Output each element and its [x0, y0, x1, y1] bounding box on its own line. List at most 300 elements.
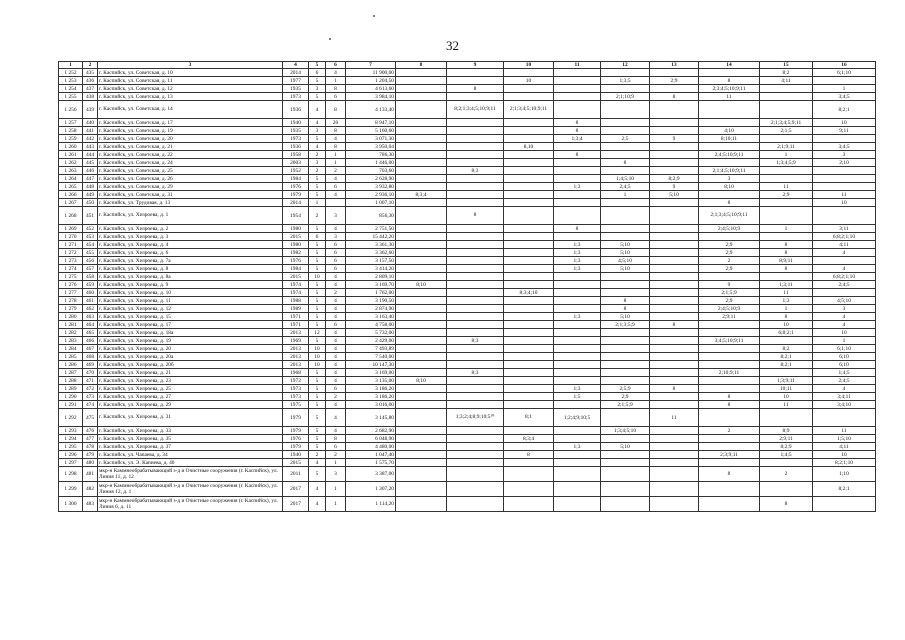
table-cell: 2;9 [699, 249, 760, 257]
table-cell: 5 [309, 241, 326, 249]
table-cell: 4 [326, 353, 346, 361]
table-cell [554, 199, 601, 207]
table-cell: 1 287 [59, 369, 83, 377]
table-cell [396, 265, 447, 273]
table-cell: 5 732,00 [346, 329, 396, 337]
table-cell [699, 233, 760, 241]
table-cell: 1940 [283, 119, 309, 127]
table-cell: 1 265 [59, 183, 83, 191]
table-cell: 5 [309, 401, 326, 409]
table-cell: 1 762,00 [346, 289, 396, 297]
table-cell: 3 145,80 [346, 409, 396, 427]
table-cell: 6;1;10 [813, 69, 876, 77]
table-cell: 4 [813, 313, 876, 321]
table-cell: 2;4;5 [601, 183, 650, 191]
table-cell: 1 204,50 [346, 77, 396, 85]
table-cell: 8 [601, 159, 650, 167]
table-cell: 482 [83, 482, 98, 497]
table-cell: 6 [326, 183, 346, 191]
table-cell: 8,10 [504, 143, 554, 151]
table-cell: 4 [326, 345, 346, 353]
table-cell: 11 [813, 427, 876, 435]
table-cell: 8;3;4 [396, 191, 447, 199]
table-cell [650, 401, 699, 409]
table-cell [396, 207, 447, 225]
table-cell: 2;9;11 [760, 435, 813, 443]
table-header-row [59, 62, 876, 69]
table-row [59, 249, 876, 257]
table-cell [504, 369, 554, 377]
table-cell: мкр-н Каммнеобрабатывающий з-д и Очистные сооружения (г. Каспийск), ул. Линия 11, д. 12 [98, 467, 283, 482]
table-cell [504, 241, 554, 249]
table-cell: 8 [650, 321, 699, 329]
table-cell [760, 273, 813, 281]
table-cell: г. Каспийск, ул. Советская, д. 29 [98, 183, 283, 191]
table-row [59, 353, 876, 361]
table-cell [699, 69, 760, 77]
table-cell [447, 467, 504, 482]
table-cell: 3 984,10 [346, 93, 396, 101]
table-cell [601, 127, 650, 135]
table-cell: г. Каспийск, ул. Советская, д. 19 [98, 127, 283, 135]
table-cell: 11 [699, 93, 760, 101]
column-header: 3 [98, 62, 283, 69]
table-cell: 5 [309, 313, 326, 321]
table-cell [554, 77, 601, 85]
table-cell [447, 451, 504, 459]
table-cell: 10 [309, 353, 326, 361]
table-cell: 1 299 [59, 482, 83, 497]
table-row [59, 183, 876, 191]
table-cell [504, 393, 554, 401]
table-cell [554, 451, 601, 459]
table-cell: 1;4;5;10 [601, 175, 650, 183]
table-cell: 1 [760, 305, 813, 313]
table-cell: 1;3 [554, 241, 601, 249]
table-cell: 6 [309, 233, 326, 241]
table-cell: 469 [83, 361, 98, 369]
table-cell: 1 267 [59, 199, 83, 207]
table-cell: г. Каспийск, ул. Хизроева, д. 4 [98, 241, 283, 249]
table-cell [554, 337, 601, 345]
table-cell: 456 [83, 257, 98, 265]
table-cell [504, 135, 554, 143]
table-cell: 3;11 [813, 225, 876, 233]
table-cell [554, 207, 601, 225]
table-cell: 1954 [283, 207, 309, 225]
table-cell: г. Каспийск, ул. Хизроева, д. 17 [98, 321, 283, 329]
table-cell [504, 273, 554, 281]
table-cell: 856,30 [346, 207, 396, 225]
table-cell [699, 345, 760, 353]
table-cell: 1 283 [59, 337, 83, 345]
table-cell [396, 393, 447, 401]
table-cell: 474 [83, 401, 98, 409]
table-cell: 3 163,40 [346, 313, 396, 321]
table-row [59, 329, 876, 337]
table-cell [554, 369, 601, 377]
table-cell [554, 353, 601, 361]
table-cell: 8;2 [760, 345, 813, 353]
table-row [59, 427, 876, 435]
table-cell: г. Каспийск, ул. Советская, д. 24 [98, 159, 283, 167]
table-cell [601, 199, 650, 207]
table-cell [650, 199, 699, 207]
table-cell [650, 393, 699, 401]
table-cell [396, 143, 447, 151]
table-cell: 1958 [283, 151, 309, 159]
table-cell [760, 482, 813, 497]
table-cell [447, 127, 504, 135]
table-cell: 1974 [283, 281, 309, 289]
table-cell [554, 85, 601, 93]
table-cell [554, 482, 601, 497]
table-cell [554, 233, 601, 241]
table-cell: 1 286 [59, 361, 83, 369]
table-cell: г. Каспийск, ул. Советская, д. 20 [98, 135, 283, 143]
table-cell: 1 254 [59, 85, 83, 93]
table-cell [396, 369, 447, 377]
table-cell [699, 101, 760, 119]
table-cell: 440 [83, 119, 98, 127]
table-cell: 435 [83, 69, 98, 77]
table-cell: 4 [326, 135, 346, 143]
column-header: 13 [650, 62, 699, 69]
table-cell: 2;1;3;4;5;10;9;11 [699, 207, 760, 225]
table-cell: 1 269 [59, 225, 83, 233]
table-cell: 1 575,70 [346, 459, 396, 467]
table-cell [554, 361, 601, 369]
table-cell: 5 [309, 297, 326, 305]
table-cell [447, 313, 504, 321]
table-cell: 8 [699, 401, 760, 409]
table-cell: г. Каспийск, ул. Хизроева, д. 20б [98, 361, 283, 369]
table-cell: 2 874,90 [346, 305, 396, 313]
table-cell: 4 [326, 69, 346, 77]
table-cell [504, 321, 554, 329]
column-header: 4 [283, 62, 309, 69]
table-cell [504, 401, 554, 409]
table-cell: 1984 [283, 175, 309, 183]
table-cell: 8 [601, 305, 650, 313]
table-cell [447, 119, 504, 127]
table-cell: 461 [83, 297, 98, 305]
table-cell [504, 249, 554, 257]
table-cell: 1 281 [59, 321, 83, 329]
table-row [59, 321, 876, 329]
table-cell [447, 241, 504, 249]
table-cell: 2;4;5 [813, 377, 876, 385]
table-cell: 2;1;4;5;10;9;11 [699, 167, 760, 175]
table-cell [447, 427, 504, 435]
table-cell [650, 69, 699, 77]
table-cell [504, 313, 554, 321]
table-cell: 8 [447, 207, 504, 225]
table-cell: 1 257 [59, 119, 83, 127]
table-cell: 2;4;5;10;9;11 [699, 151, 760, 159]
table-cell [650, 467, 699, 482]
table-cell: 8 [760, 313, 813, 321]
table-cell: 1 292 [59, 409, 83, 427]
table-cell [504, 459, 554, 467]
table-cell: 10 [813, 329, 876, 337]
table-cell: 2013 [283, 345, 309, 353]
table-body [59, 69, 876, 512]
column-header: 8 [396, 62, 447, 69]
table-cell: 1;3 [554, 385, 601, 393]
table-cell: 786,30 [346, 151, 396, 159]
table-cell: 1 273 [59, 257, 83, 265]
table-cell: г. Каспийск, ул. Хизроева, д. 11 [98, 297, 283, 305]
table-cell: 1973 [283, 135, 309, 143]
table-cell: мкр-н Каммнеобрабатывающий з-д и Очистные сооружения (г. Каспийск), ул. Линия 6, д. 11 [98, 497, 283, 512]
table-cell: 4 480,00 [346, 443, 396, 451]
table-cell: 4 [309, 101, 326, 119]
table-cell: 7 493,89 [346, 345, 396, 353]
table-cell [650, 85, 699, 93]
table-cell [396, 289, 447, 297]
column-header: 14 [699, 62, 760, 69]
table-cell: 2 751,50 [346, 225, 396, 233]
table-cell [554, 167, 601, 175]
table-cell [504, 151, 554, 159]
table-row [59, 143, 876, 151]
table-cell: 1;3 [554, 257, 601, 265]
table-cell: 6 [326, 385, 346, 393]
table-cell: 5;10 [601, 443, 650, 451]
table-cell: 2;4;5;10;9 [699, 305, 760, 313]
table-cell [554, 69, 601, 77]
table-cell: 2 936,10 [346, 191, 396, 199]
table-cell: 450 [83, 199, 98, 207]
table-cell: 6 [326, 321, 346, 329]
table-row [59, 305, 876, 313]
table-cell: 3 414,20 [346, 265, 396, 273]
table-cell: 2 [326, 393, 346, 401]
table-cell: г. Каспийск, ул. Хизроева, д. 20а [98, 353, 283, 361]
table-cell [396, 435, 447, 443]
table-cell: 1973 [283, 385, 309, 393]
table-cell: 2011 [283, 467, 309, 482]
table-cell [447, 497, 504, 512]
table-cell: 8;2;1 [760, 353, 813, 361]
table-cell [601, 409, 650, 427]
table-cell [396, 241, 447, 249]
table-cell [554, 345, 601, 353]
table-cell [554, 401, 601, 409]
table-cell [699, 435, 760, 443]
table-cell: 2013 [283, 353, 309, 361]
table-cell: 5;10 [601, 241, 650, 249]
table-cell [447, 329, 504, 337]
table-cell: 2013 [283, 361, 309, 369]
table-cell: 2 [309, 207, 326, 225]
table-cell [650, 119, 699, 127]
table-cell: 1976 [283, 183, 309, 191]
table-row [59, 385, 876, 393]
table-cell: 5 [309, 249, 326, 257]
table-cell: 460 [83, 289, 98, 297]
table-cell [554, 467, 601, 482]
table-cell [813, 135, 876, 143]
table-cell [650, 482, 699, 497]
table-cell [396, 321, 447, 329]
table-cell: 4 [309, 459, 326, 467]
table-cell [504, 127, 554, 135]
table-cell [650, 249, 699, 257]
table-row [59, 401, 876, 409]
table-cell: 2013 [283, 329, 309, 337]
table-cell [601, 151, 650, 159]
table-cell: 1936 [283, 143, 309, 151]
table-cell [504, 69, 554, 77]
table-cell: 5 [309, 467, 326, 482]
table-cell [554, 143, 601, 151]
table-row [59, 482, 876, 497]
table-cell: г. Каспийск, ул. Хизроева, д. 2 [98, 225, 283, 233]
scan-speck [373, 15, 375, 17]
table-cell [447, 435, 504, 443]
table-cell: 1 284 [59, 345, 83, 353]
table-cell [504, 361, 554, 369]
table-cell [396, 127, 447, 135]
table-cell: 4 [326, 377, 346, 385]
table-cell: 2;9 [760, 191, 813, 199]
table-cell: 1 256 [59, 101, 83, 119]
table-row [59, 69, 876, 77]
table-cell: г. Каспийск, ул. Советская, д. 25 [98, 167, 283, 175]
table-cell: 8 [699, 77, 760, 85]
table-cell [554, 281, 601, 289]
table-cell: г. Каспийск, ул. Хизроева, д. 12 [98, 305, 283, 313]
table-cell [699, 143, 760, 151]
table-cell: г. Каспийск, ул. Э. Капиева, д. 40 [98, 459, 283, 467]
table-cell: 2015 [283, 233, 309, 241]
table-cell: 1;3 [760, 297, 813, 305]
table-cell [504, 385, 554, 393]
table-cell: 8 [554, 127, 601, 135]
table-cell: 8 [760, 265, 813, 273]
table-cell: 467 [83, 345, 98, 353]
table-cell [601, 451, 650, 459]
table-cell [813, 167, 876, 175]
table-cell [396, 249, 447, 257]
table-cell: г. Каспийск, ул. Трудовая, д. 13 [98, 199, 283, 207]
table-cell: 1936 [283, 101, 309, 119]
column-header: 5 [309, 62, 326, 69]
table-cell: 1935 [283, 127, 309, 135]
table-cell [813, 409, 876, 427]
table-cell: 1 288 [59, 377, 83, 385]
table-cell: 2;4;5;10;9 [699, 225, 760, 233]
table-row [59, 85, 876, 93]
table-cell: 1;5;10 [813, 435, 876, 443]
table-cell [447, 297, 504, 305]
table-cell: 11 [813, 191, 876, 199]
table-cell [650, 225, 699, 233]
table-cell: 3 361,30 [346, 241, 396, 249]
table-cell [554, 289, 601, 297]
table-cell [601, 207, 650, 225]
table-cell: 4 [813, 249, 876, 257]
table-cell [554, 305, 601, 313]
table-cell: 447 [83, 175, 98, 183]
table-cell [447, 175, 504, 183]
table-cell: 3;4;5 [813, 143, 876, 151]
table-cell: 5 160,60 [346, 127, 396, 135]
table-cell [447, 183, 504, 191]
table-cell [601, 345, 650, 353]
table-cell [760, 337, 813, 345]
table-cell: 703,60 [346, 167, 396, 175]
table-cell [760, 207, 813, 225]
table-cell [396, 361, 447, 369]
table-cell: 9 [650, 183, 699, 191]
table-cell: 8 [760, 249, 813, 257]
table-cell: 1 276 [59, 281, 83, 289]
table-cell [396, 273, 447, 281]
table-cell: 3 [813, 305, 876, 313]
column-header: 15 [760, 62, 813, 69]
table-cell: 5 [309, 443, 326, 451]
table-cell: 1 280 [59, 313, 83, 321]
table-cell: 2;1;5 [760, 127, 813, 135]
table-cell: 2 [699, 257, 760, 265]
table-cell: 3 [813, 151, 876, 159]
table-cell: 8;2;1 [813, 101, 876, 119]
table-cell [650, 427, 699, 435]
table-cell: 4;5;10 [601, 257, 650, 265]
table-cell: 1 [601, 191, 650, 199]
table-cell: 11 900,00 [346, 69, 396, 77]
table-cell [447, 151, 504, 159]
table-cell: 8;9;11 [760, 257, 813, 265]
table-cell: г. Каспийск, ул. Хизроева, д. 3 [98, 233, 283, 241]
table-cell: г. Каспийск, ул. Советская, д. 31 [98, 191, 283, 199]
table-cell [504, 345, 554, 353]
table-cell [699, 321, 760, 329]
table-cell [650, 459, 699, 467]
table-cell: 4;5;10 [813, 297, 876, 305]
table-cell: 8 [504, 451, 554, 459]
table-cell: 4 [326, 273, 346, 281]
table-cell: 1 289 [59, 385, 83, 393]
table-cell: 5 [309, 183, 326, 191]
table-cell: 1 [326, 497, 346, 512]
table-cell: 1 [326, 151, 346, 159]
table-cell: 6;10 [813, 353, 876, 361]
table-cell [504, 207, 554, 225]
table-cell [601, 459, 650, 467]
table-cell [396, 451, 447, 459]
table-cell: г. Каспийск, ул. Хизроева, д. 15 [98, 313, 283, 321]
table-cell: 3 135,00 [346, 377, 396, 385]
table-cell: 2 [326, 167, 346, 175]
table-cell: 8;2;9 [760, 443, 813, 451]
table-cell: 2;9 [699, 297, 760, 305]
table-cell: 3 [326, 207, 346, 225]
table-cell: 6 [326, 249, 346, 257]
table-cell [396, 77, 447, 85]
table-cell: 5;10 [650, 191, 699, 199]
table-cell: г. Каспийск, ул. Советская, д. 22 [98, 151, 283, 159]
table-cell [760, 85, 813, 93]
table-cell [504, 93, 554, 101]
table-cell [699, 497, 760, 512]
table-cell: 5 [309, 289, 326, 297]
table-cell: 5 [309, 435, 326, 443]
table-cell: 1 296 [59, 451, 83, 459]
